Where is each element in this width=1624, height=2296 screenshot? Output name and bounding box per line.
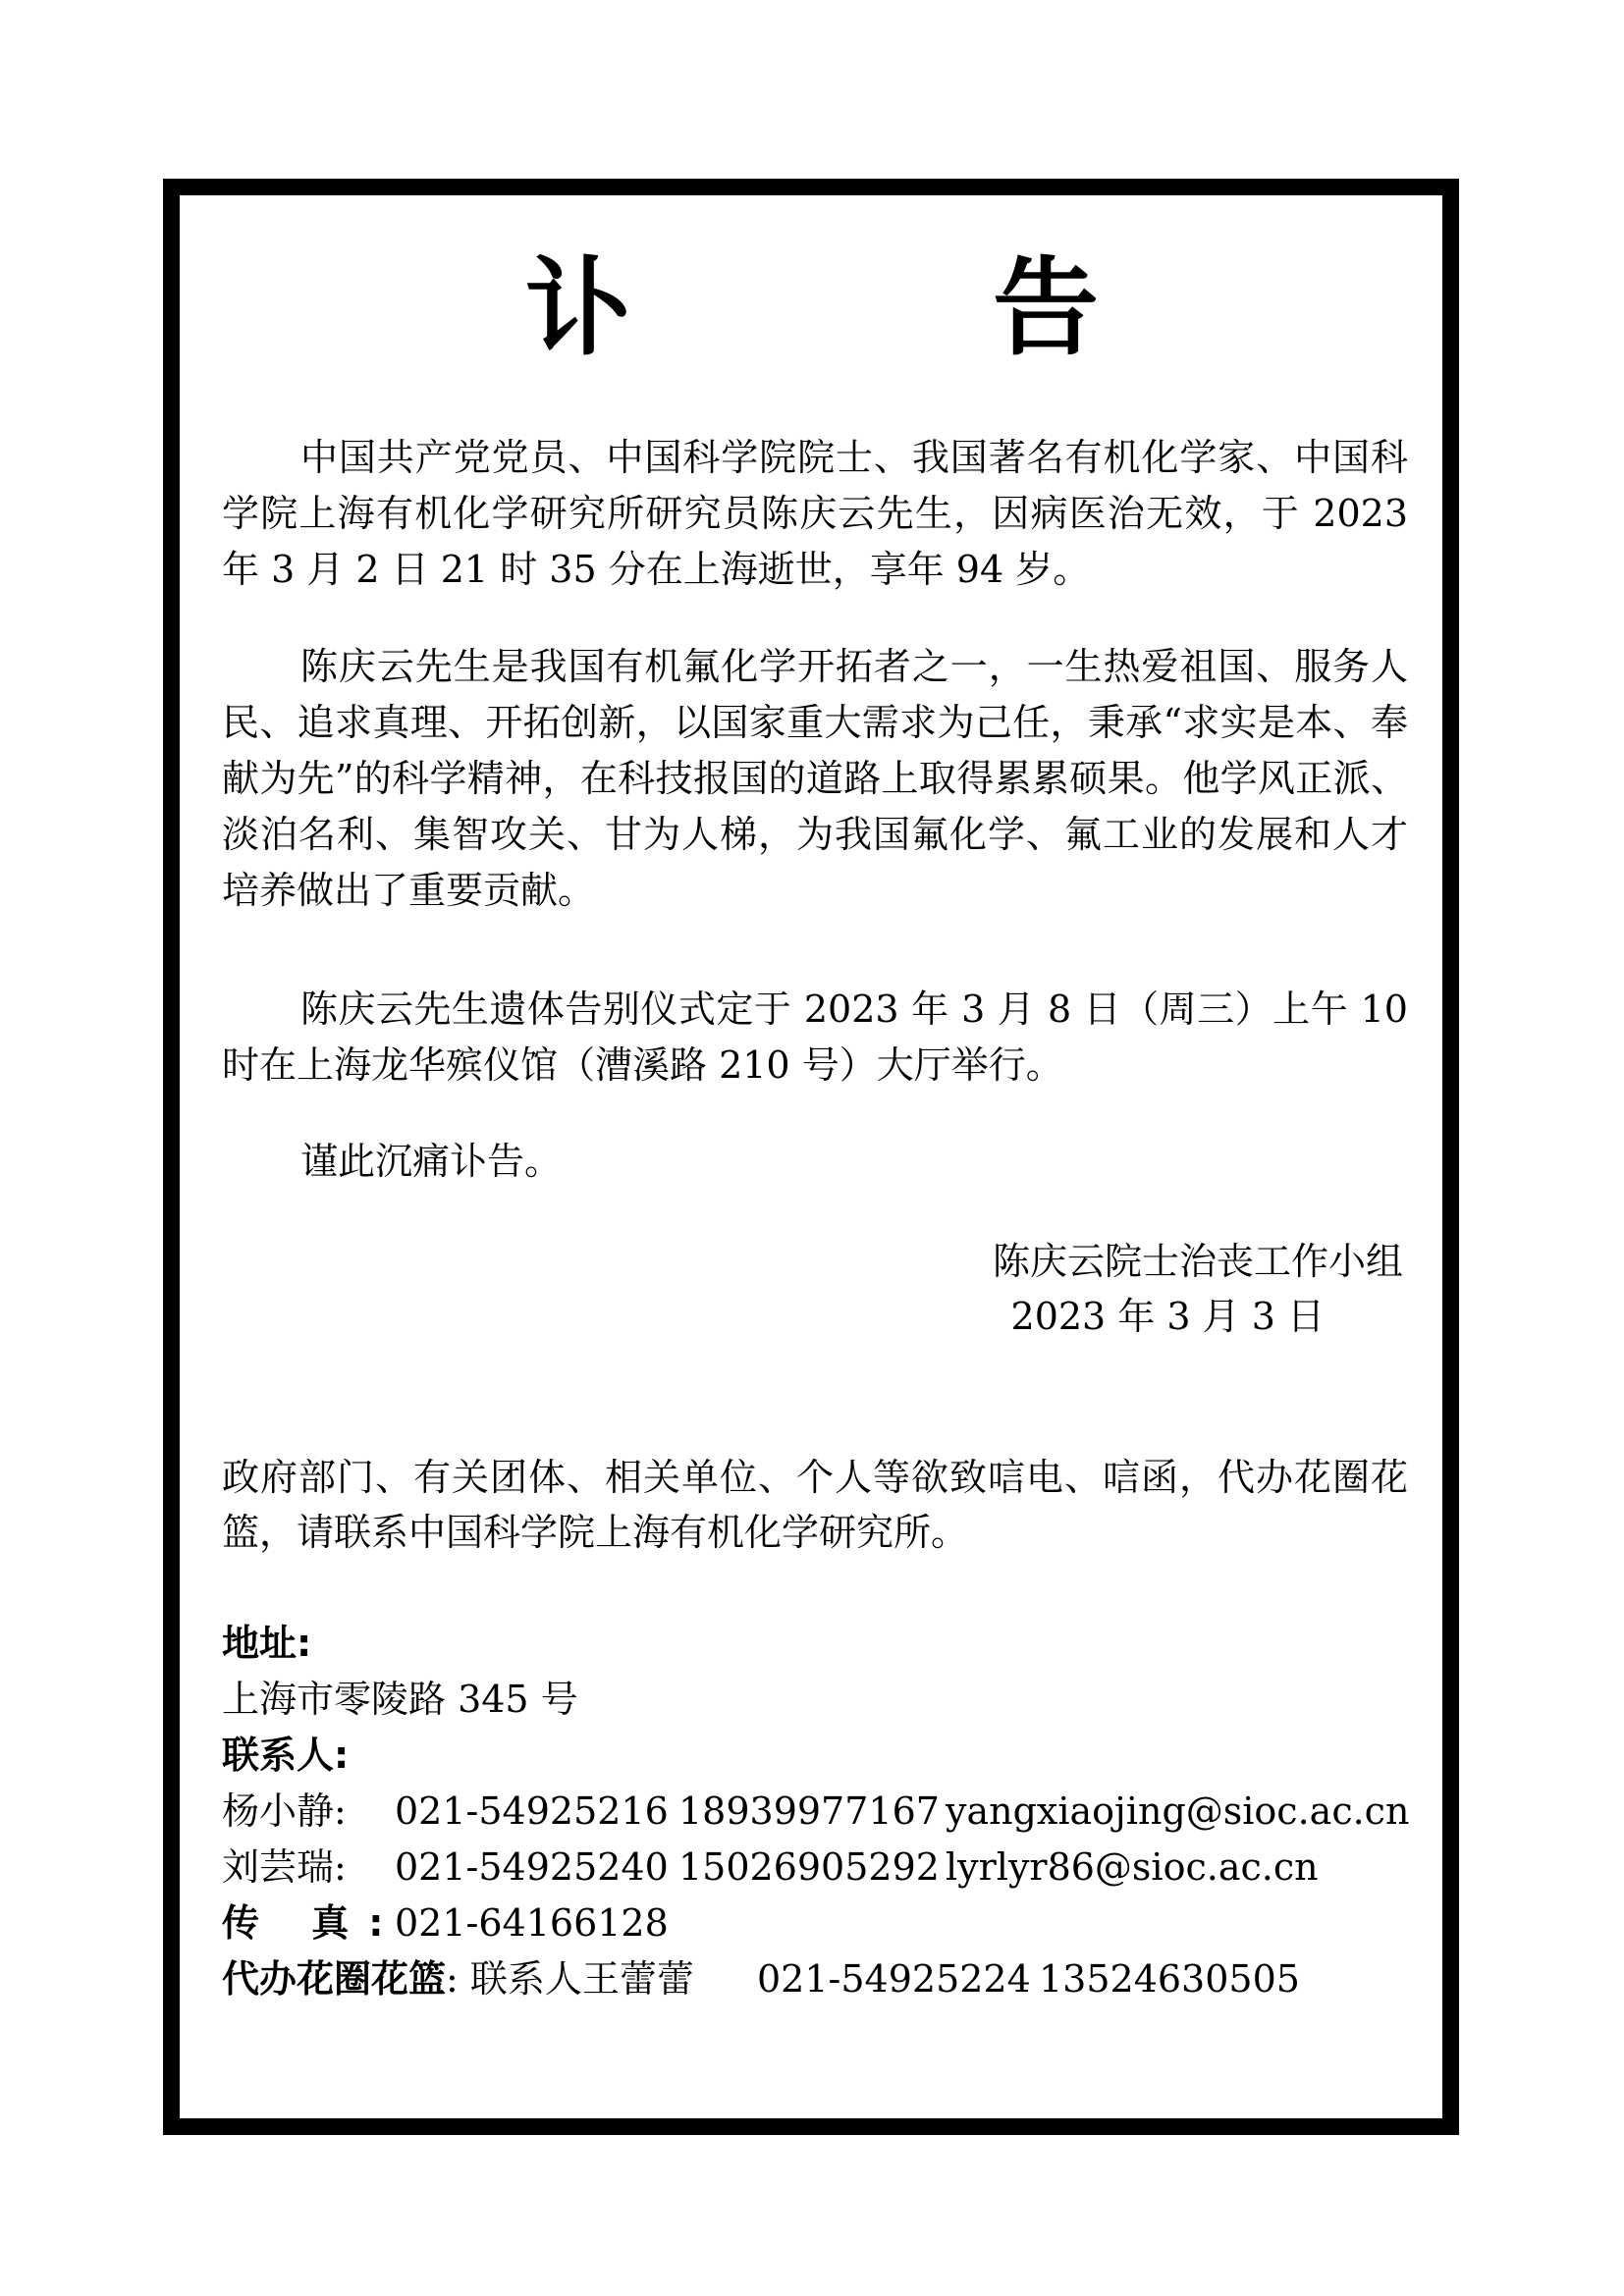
paragraph-closing: 谨此沉痛讣告。 (300, 1140, 563, 1183)
fax-label: 传 真: (222, 1901, 404, 1945)
contact-email: lyrlyr86@sioc.ac.cn (946, 1845, 1319, 1889)
signature-group: 陈庆云院士治丧工作小组 (992, 1240, 1403, 1283)
flowers-contact: 联系人王蕾蕾 (469, 1957, 694, 2001)
contact-phone: 021-54925240 (395, 1845, 669, 1889)
contact-name: 刘芸瑞: (222, 1845, 347, 1889)
flowers-label: 代办花圈花篮 (222, 1957, 447, 2001)
paragraph-announcement: 中国共产党党员、中国科学院院士、我国著名有机化学家、中国科学院上海有机化学研究所研究员陈庆云先生，因病医治无效，于 2023 年 3 月 2 日 21 时 35 分在上海逝世，享年 94 岁。 (222, 436, 1408, 591)
contact-mobile: 18939977167 (678, 1789, 940, 1833)
address-value: 上海市零陵路 345 号 (222, 1678, 578, 1721)
condolence-notice: 政府部门、有关团体、相关单位、个人等欲致唁电、唁函，代办花圈花篮，请联系中国科学院上海有机化学研究所。 (222, 1456, 1408, 1554)
flowers-phone: 021-54925224 (757, 1957, 1031, 2001)
flowers-separator: : (446, 1957, 459, 2001)
address-label: 地址: (222, 1622, 312, 1665)
page-title: 讣 告 (524, 247, 1226, 370)
flowers-mobile: 13524630505 (1039, 1957, 1300, 2001)
paragraph-ceremony: 陈庆云先生遗体告别仪式定于 2023 年 3 月 8 日（周三）上午 10 时在上海龙华殡仪馆（漕溪路 210 号）大厅举行。 (222, 988, 1408, 1087)
contacts-label: 联系人: (222, 1734, 350, 1777)
contact-mobile: 15026905292 (678, 1845, 940, 1889)
signature-date: 2023 年 3 月 3 日 (1010, 1295, 1325, 1338)
paragraph-biography: 陈庆云先生是我国有机氟化学开拓者之一，一生热爱祖国、服务人民、追求真理、开拓创新，以国家重大需求为己任，秉承“求实是本、奉献为先”的科学精神，在科技报国的道路上取得累累硕果。他学风正派、淡泊名利、集智攻关、甘为人梯，为我国氟化学、氟工业的发展和人才培养做出了重要贡献。 (222, 645, 1408, 912)
contact-email: yangxiaojing@sioc.ac.cn (946, 1789, 1410, 1833)
fax-value: 021-64166128 (395, 1901, 669, 1945)
contact-phone: 021-54925216 (395, 1789, 669, 1833)
signature-block (993, 1234, 1403, 1344)
contact-name: 杨小静: (222, 1789, 347, 1833)
